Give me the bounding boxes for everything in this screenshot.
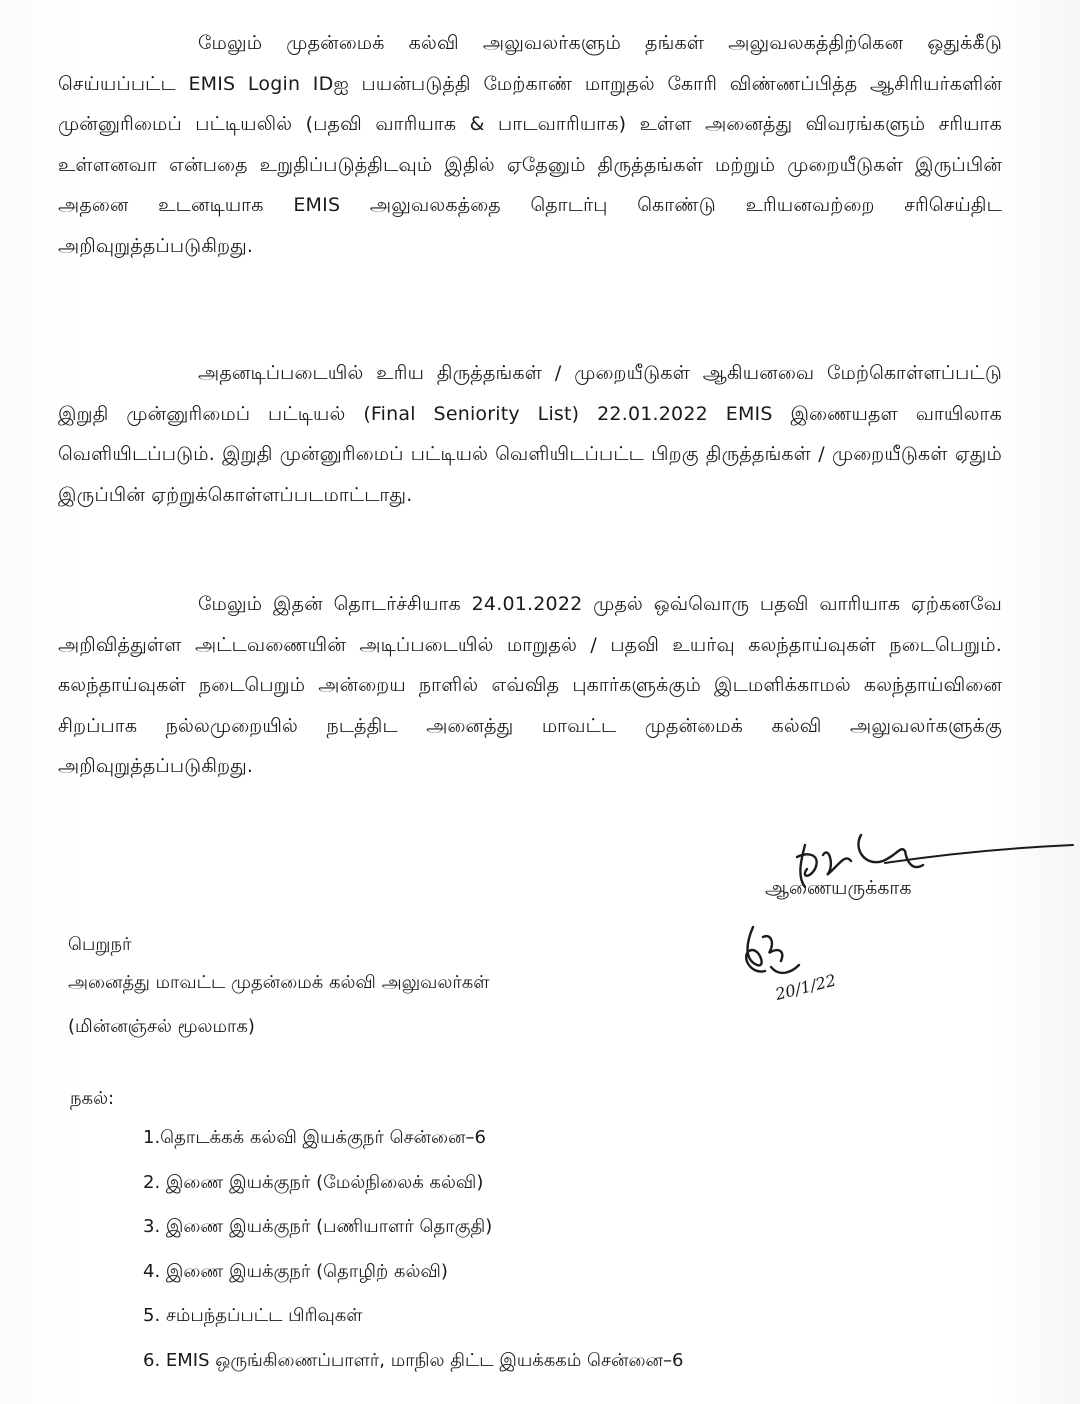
commissioner-signature — [735, 815, 1080, 1045]
copy-to-item: 3. இணை இயக்குநர் (பணியாளர் தொகுதி) — [143, 1216, 493, 1237]
paragraph-text: அதனடிப்படையில் உரிய திருத்தங்கள் / முறையீடுகள் ஆகியனவை மேற்கொள்ளப்பட்டு இறுதி முன்னுரிமைப் பட்டியல் (Final Seniority List) 22.01.2022 EMIS இணையதள வாயிலாக வெளியிடப்படும். இறுதி முன்னுரிமைப் பட்டியல் வெளியிடப்பட்ட பிறகு திருத்தங்கள் / முறையீடுகள் ஏதும் இருப்பின் ஏற்றுக்கொள்ளப்படமாட்டாது. — [58, 362, 1002, 506]
paragraph-final-seniority-list — [58, 353, 1002, 515]
copy-to-item: 4. இணை இயக்குநர் (தொழிற் கல்வி) — [143, 1260, 448, 1282]
copy-to-item: 5. சம்பந்தப்பட்ட பிரிவுகள் — [143, 1305, 363, 1326]
paragraph-text: மேலும் இதன் தொடர்ச்சியாக 24.01.2022 முதல் ஒவ்வொரு பதவி வாரியாக ஏற்கனவே அறிவித்துள்ள அட்டவணையின் அடிப்படையில் மாறுதல் / பதவி உயர்வு கலந்தாய்வுகள் நடைபெறும். கலந்தாய்வுகள் நடைபெறும் அன்றைய நாளில் எவ்வித புகார்களுக்கும் இடமளிக்காமல் கலந்தாய்வினை சிறப்பாக நல்லமுறையில் நடத்திட அனைத்து மாவட்ட முதன்மைக் கல்வி அலுவலர்களுக்கு அறிவுறுத்தப்படுகிறது. — [58, 593, 1002, 777]
signature-date: 20/1/22 — [773, 970, 838, 1004]
signature-label: ஆணையருக்காக — [765, 877, 912, 899]
copy-to-item: 6. EMIS ஒருங்கிணைப்பாளர், மாநில திட்ட இயக்ககம் சென்னை–6 — [143, 1349, 684, 1371]
paragraph-counselling-schedule — [58, 584, 1002, 787]
copy-to-item: 1.தொடக்கக் கல்வி இயக்குநர் சென்னை–6 — [143, 1127, 486, 1148]
signature-block — [735, 815, 1080, 1045]
paragraph-login-verification — [58, 23, 1002, 266]
recipients-line: அனைத்து மாவட்ட முதன்மைக் கல்வி அலுவலர்கள் — [68, 972, 490, 993]
copy-to-item: 2. இணை இயக்குநர் (மேல்நிலைக் கல்வி) — [143, 1171, 484, 1193]
recipients-mode: (மின்னஞ்சல் மூலமாக) — [68, 1016, 255, 1037]
copy-to-list — [143, 1120, 683, 1387]
recipients-label: பெறுநர் — [68, 934, 132, 955]
paragraph-text: மேலும் முதன்மைக் கல்வி அலுவலர்களும் தங்கள் அலுவலகத்திற்கென ஒதுக்கீடு செய்யப்பட்ட EMIS Login IDஐ பயன்படுத்தி மேற்காண் மாறுதல் கோரி விண்ணப்பித்த ஆசிரியர்களின் முன்னுரிமைப் பட்டியலில் (பதவி வாரியாக & பாடவாரியாக) உள்ள அனைத்து விவரங்களும் சரியாக உள்ளனவா என்பதை உறுதிப்படுத்திடவும் இதில் ஏதேனும் திருத்தங்கள் மற்றும் முறையீடுகள் இருப்பின் அதனை உடனடியாக EMIS அலுவலகத்தை தொடர்பு கொண்டு உரியனவற்றை சரிசெய்திட அறிவுறுத்தப்படுகிறது. — [58, 32, 1002, 257]
copy-to-label: நகல்: — [70, 1088, 115, 1109]
